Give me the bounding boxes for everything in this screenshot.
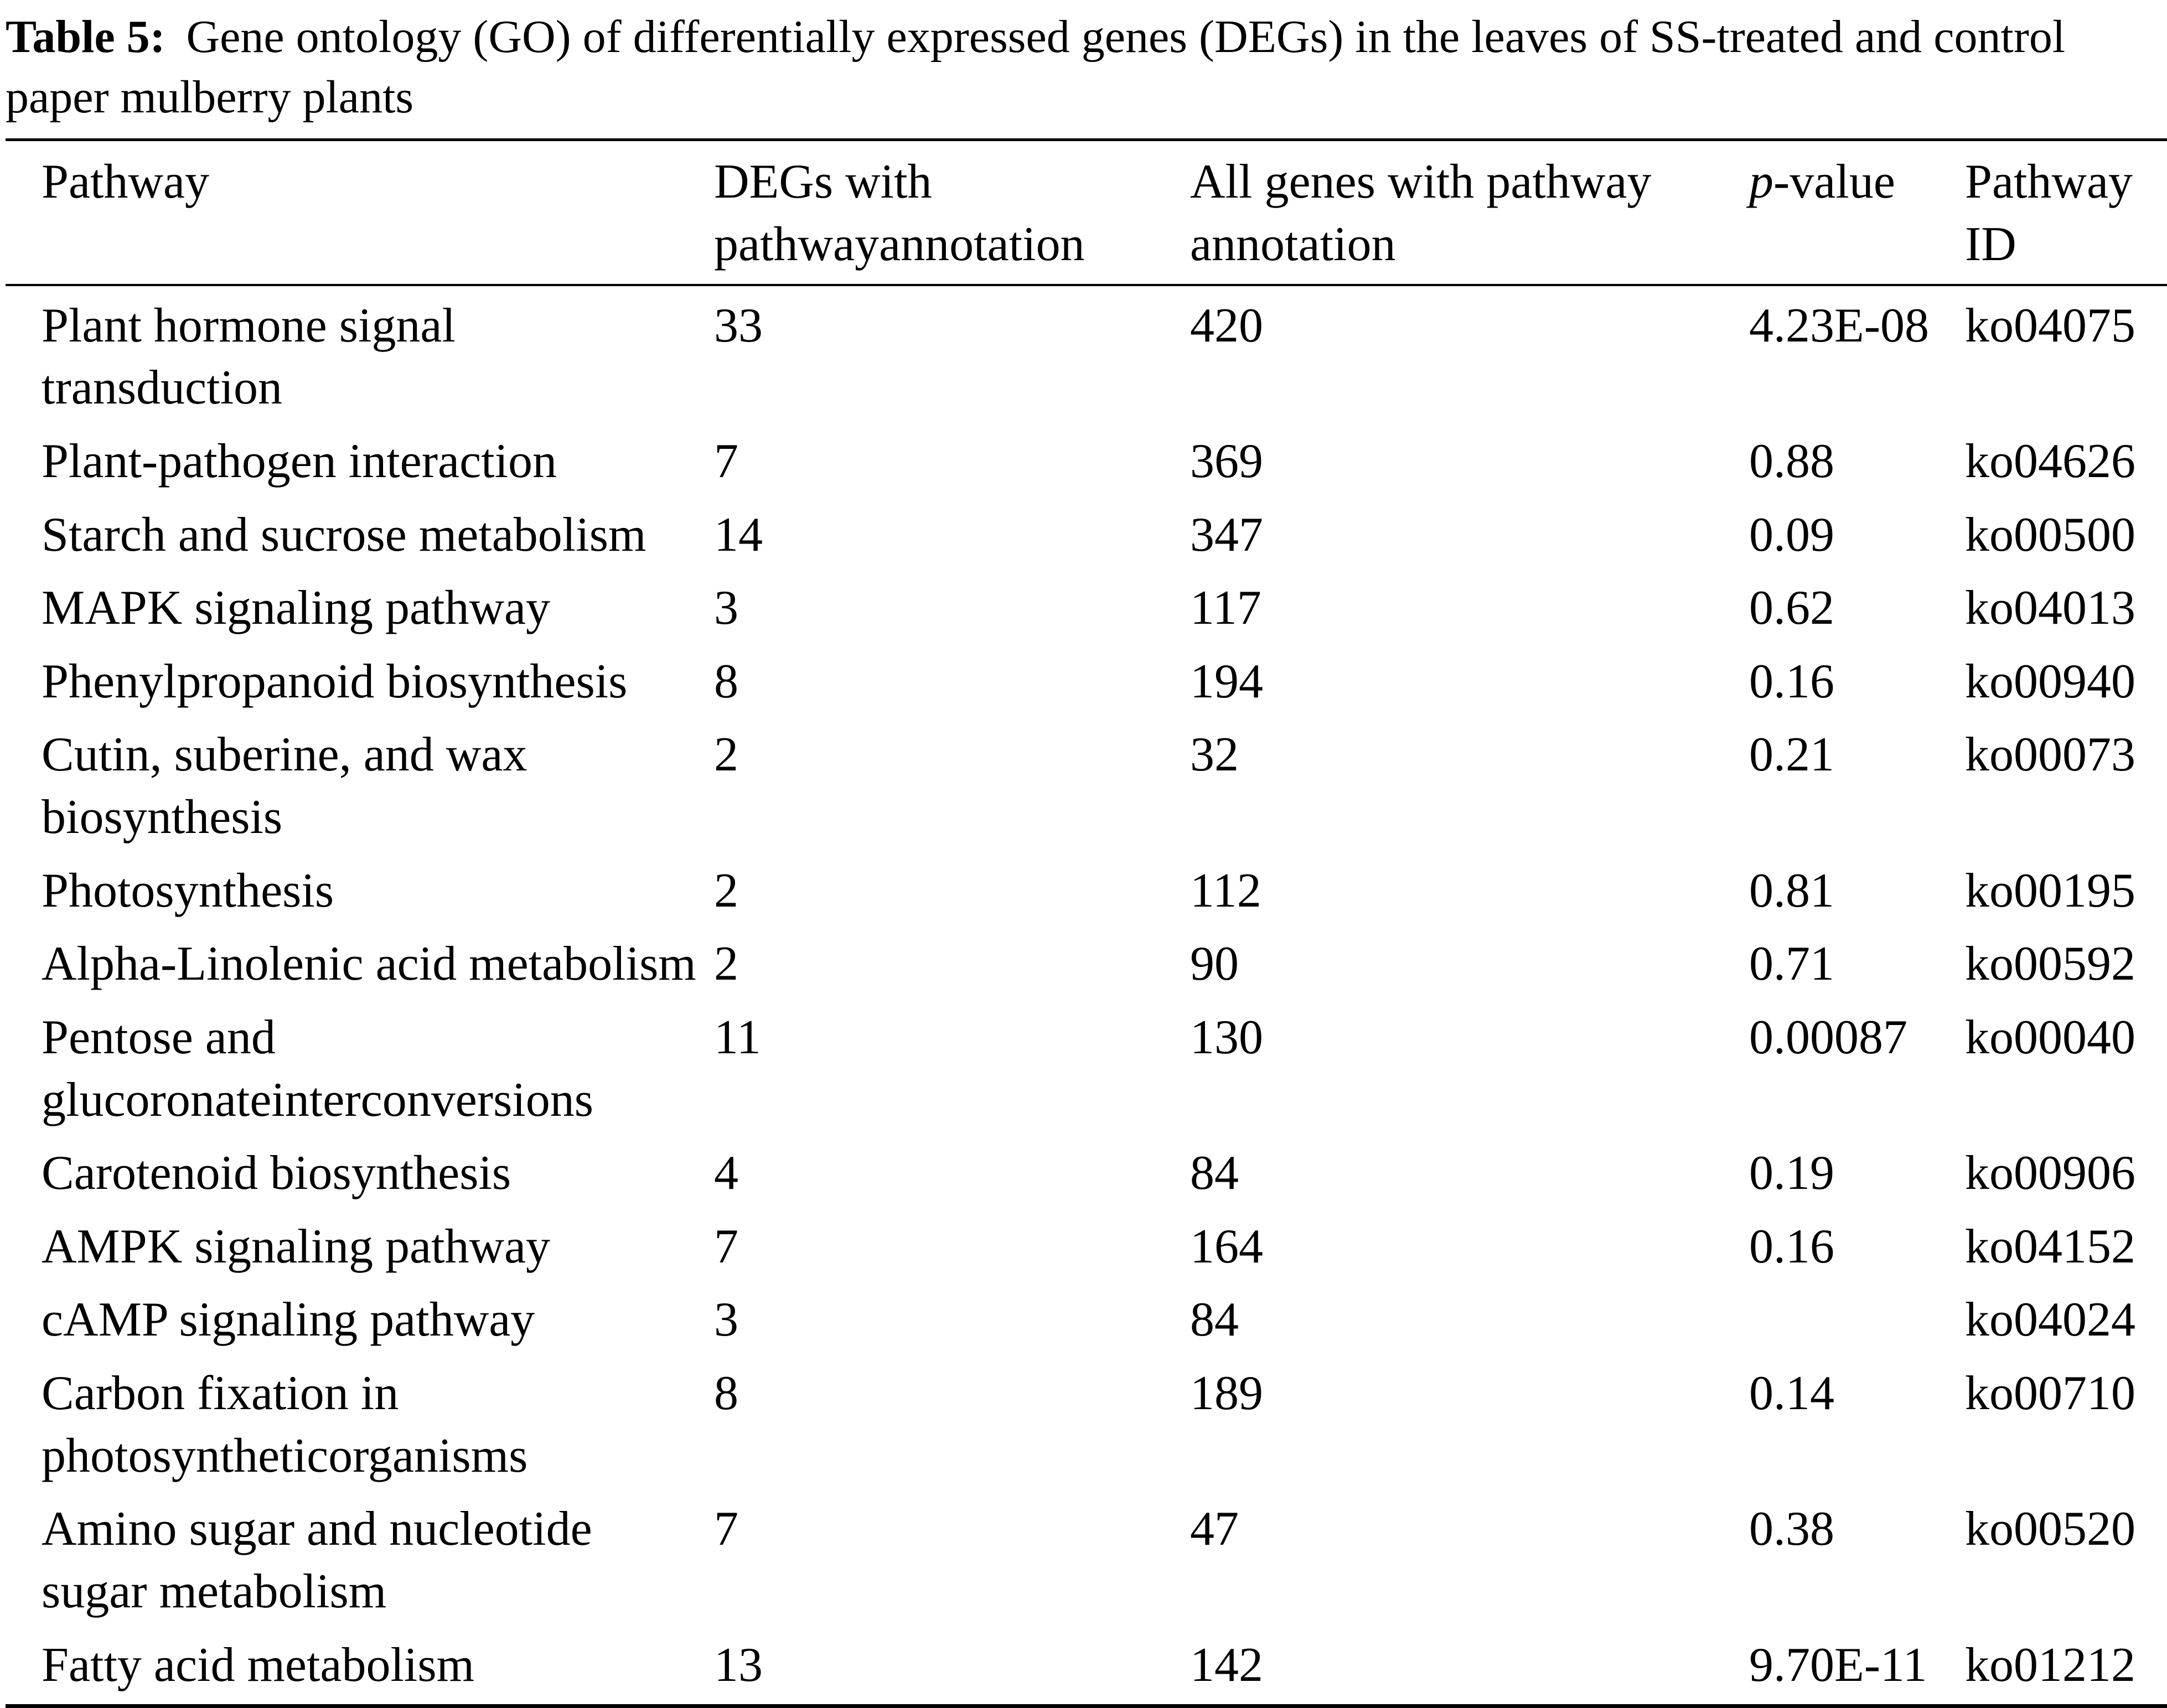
table-row <box>6 1283 2167 1357</box>
cell-pathway-id: ko04075 <box>1965 298 2135 353</box>
cell-pathway: Fatty acid metabolism <box>42 1638 475 1692</box>
cell-degs: 11 <box>714 1010 761 1064</box>
cell-degs: 2 <box>714 937 738 991</box>
cell-all-genes: 347 <box>1190 508 1263 562</box>
col-header-pathway-id: Pathway ID <box>1965 140 2167 285</box>
cell-degs: 4 <box>714 1146 738 1200</box>
cell-pathway-id: ko04626 <box>1965 434 2135 488</box>
cell-degs: 13 <box>714 1638 763 1692</box>
cell-all-genes: 164 <box>1190 1219 1263 1274</box>
col-header-pvalue <box>1749 140 1965 285</box>
cell-pathway: Pentose and glucoronateinterconversions <box>42 1010 594 1127</box>
cell-pvalue: 0.62 <box>1749 581 1834 635</box>
cell-pathway: cAMP signaling pathway <box>42 1293 535 1347</box>
table-row <box>6 1001 2167 1137</box>
cell-pathway-id: ko00500 <box>1965 508 2135 562</box>
cell-pvalue: 0.71 <box>1749 937 1834 991</box>
cell-pvalue: 0.16 <box>1749 654 1834 708</box>
cell-pathway-id: ko00073 <box>1965 728 2135 782</box>
cell-all-genes: 32 <box>1190 728 1239 782</box>
table-caption-label: Table 5: <box>6 11 166 63</box>
table-row <box>6 645 2167 719</box>
cell-pvalue: 0.16 <box>1749 1219 1834 1274</box>
cell-pathway-id: ko00940 <box>1965 654 2135 708</box>
cell-degs: 7 <box>714 1219 738 1274</box>
cell-all-genes: 142 <box>1190 1638 1263 1692</box>
cell-all-genes: 420 <box>1190 298 1263 353</box>
cell-pathway-id: ko04152 <box>1965 1219 2135 1274</box>
cell-all-genes: 189 <box>1190 1367 1263 1420</box>
col-header-pvalue-rest: -value <box>1773 155 1895 209</box>
cell-pathway: Carbon fixation in photosyntheticorganisms <box>42 1367 528 1483</box>
col-header-degs: DEGs with pathwayannotation <box>714 140 1190 285</box>
table-caption-text: Gene ontology (GO) of differentially expressed genes (DEGs) in the leaves of SS-treated and control paper mulberry plants <box>6 11 2066 123</box>
cell-pathway-id: ko01212 <box>1965 1638 2135 1692</box>
table-row <box>6 1493 2167 1628</box>
cell-pvalue: 4.23E-08 <box>1749 298 1930 353</box>
cell-pathway-id: ko00710 <box>1965 1367 2135 1420</box>
table-row <box>6 1210 2167 1284</box>
col-header-pathway: Pathway <box>6 140 714 285</box>
cell-all-genes: 117 <box>1190 581 1261 635</box>
cell-degs: 2 <box>714 863 738 918</box>
cell-pvalue: 0.38 <box>1749 1502 1834 1556</box>
cell-pathway: Amino sugar and nucleotide sugar metabolism <box>42 1502 592 1618</box>
cell-all-genes: 90 <box>1190 937 1239 991</box>
cell-pathway: MAPK signaling pathway <box>42 581 551 635</box>
cell-all-genes: 369 <box>1190 434 1263 488</box>
cell-degs: 3 <box>714 581 738 635</box>
cell-pathway: Carotenoid biosynthesis <box>42 1146 511 1200</box>
cell-pvalue: 0.21 <box>1749 728 1834 782</box>
col-header-pvalue-p: p <box>1749 155 1773 209</box>
cell-pvalue: 0.14 <box>1749 1367 1834 1420</box>
cell-degs: 2 <box>714 728 738 782</box>
table-row <box>6 928 2167 1001</box>
go-pathways-table <box>6 138 2167 1708</box>
cell-pvalue <box>1749 1283 1965 1357</box>
cell-all-genes: 130 <box>1190 1010 1263 1064</box>
cell-pathway-id: ko00195 <box>1965 863 2135 918</box>
cell-pvalue: 9.70E-11 <box>1749 1638 1927 1692</box>
table-row <box>6 499 2167 572</box>
cell-all-genes: 112 <box>1190 863 1261 918</box>
cell-pvalue: 0.88 <box>1749 434 1834 488</box>
cell-pathway-id: ko00040 <box>1965 1010 2135 1064</box>
cell-pvalue: 0.00087 <box>1749 1010 1907 1064</box>
cell-degs: 8 <box>714 1367 738 1420</box>
cell-degs: 7 <box>714 1502 738 1556</box>
table-row <box>6 572 2167 645</box>
cell-pathway: AMPK signaling pathway <box>42 1219 551 1274</box>
cell-pathway-id: ko04024 <box>1965 1293 2135 1347</box>
col-header-all-genes: All genes with pathway annotation <box>1190 140 1749 285</box>
cell-pathway: Phenylpropanoid biosynthesis <box>42 654 628 708</box>
cell-pathway: Starch and sucrose metabolism <box>42 508 647 562</box>
cell-all-genes: 84 <box>1190 1293 1239 1347</box>
cell-pathway-id: ko04013 <box>1965 581 2135 635</box>
header-row <box>6 140 2167 285</box>
cell-all-genes: 194 <box>1190 654 1263 708</box>
table-row <box>6 1629 2167 1706</box>
table-row <box>6 1137 2167 1210</box>
cell-all-genes: 84 <box>1190 1146 1239 1200</box>
cell-degs: 33 <box>714 298 763 353</box>
cell-degs: 14 <box>714 508 763 562</box>
table-row <box>6 855 2167 928</box>
table-caption <box>6 7 2159 127</box>
cell-pathway-id: ko00906 <box>1965 1146 2135 1200</box>
cell-pathway: Plant hormone signal transduction <box>42 298 456 415</box>
cell-degs: 8 <box>714 654 738 708</box>
cell-pathway-id: ko00520 <box>1965 1502 2135 1556</box>
cell-pathway: Cutin, suberine, and wax biosynthesis <box>42 728 527 844</box>
cell-degs: 3 <box>714 1293 738 1347</box>
cell-pathway: Photosynthesis <box>42 863 334 918</box>
cell-pathway: Alpha-Linolenic acid metabolism <box>42 937 696 991</box>
cell-pathway: Plant-pathogen interaction <box>42 434 557 488</box>
table-row <box>6 718 2167 854</box>
cell-all-genes: 47 <box>1190 1502 1239 1556</box>
cell-pvalue: 0.19 <box>1749 1146 1834 1200</box>
table-row <box>6 1357 2167 1493</box>
cell-degs: 7 <box>714 434 738 488</box>
table-row <box>6 425 2167 499</box>
table-row <box>6 285 2167 425</box>
cell-pathway-id: ko00592 <box>1965 937 2135 991</box>
cell-pvalue: 0.81 <box>1749 863 1834 918</box>
cell-pvalue: 0.09 <box>1749 508 1834 562</box>
